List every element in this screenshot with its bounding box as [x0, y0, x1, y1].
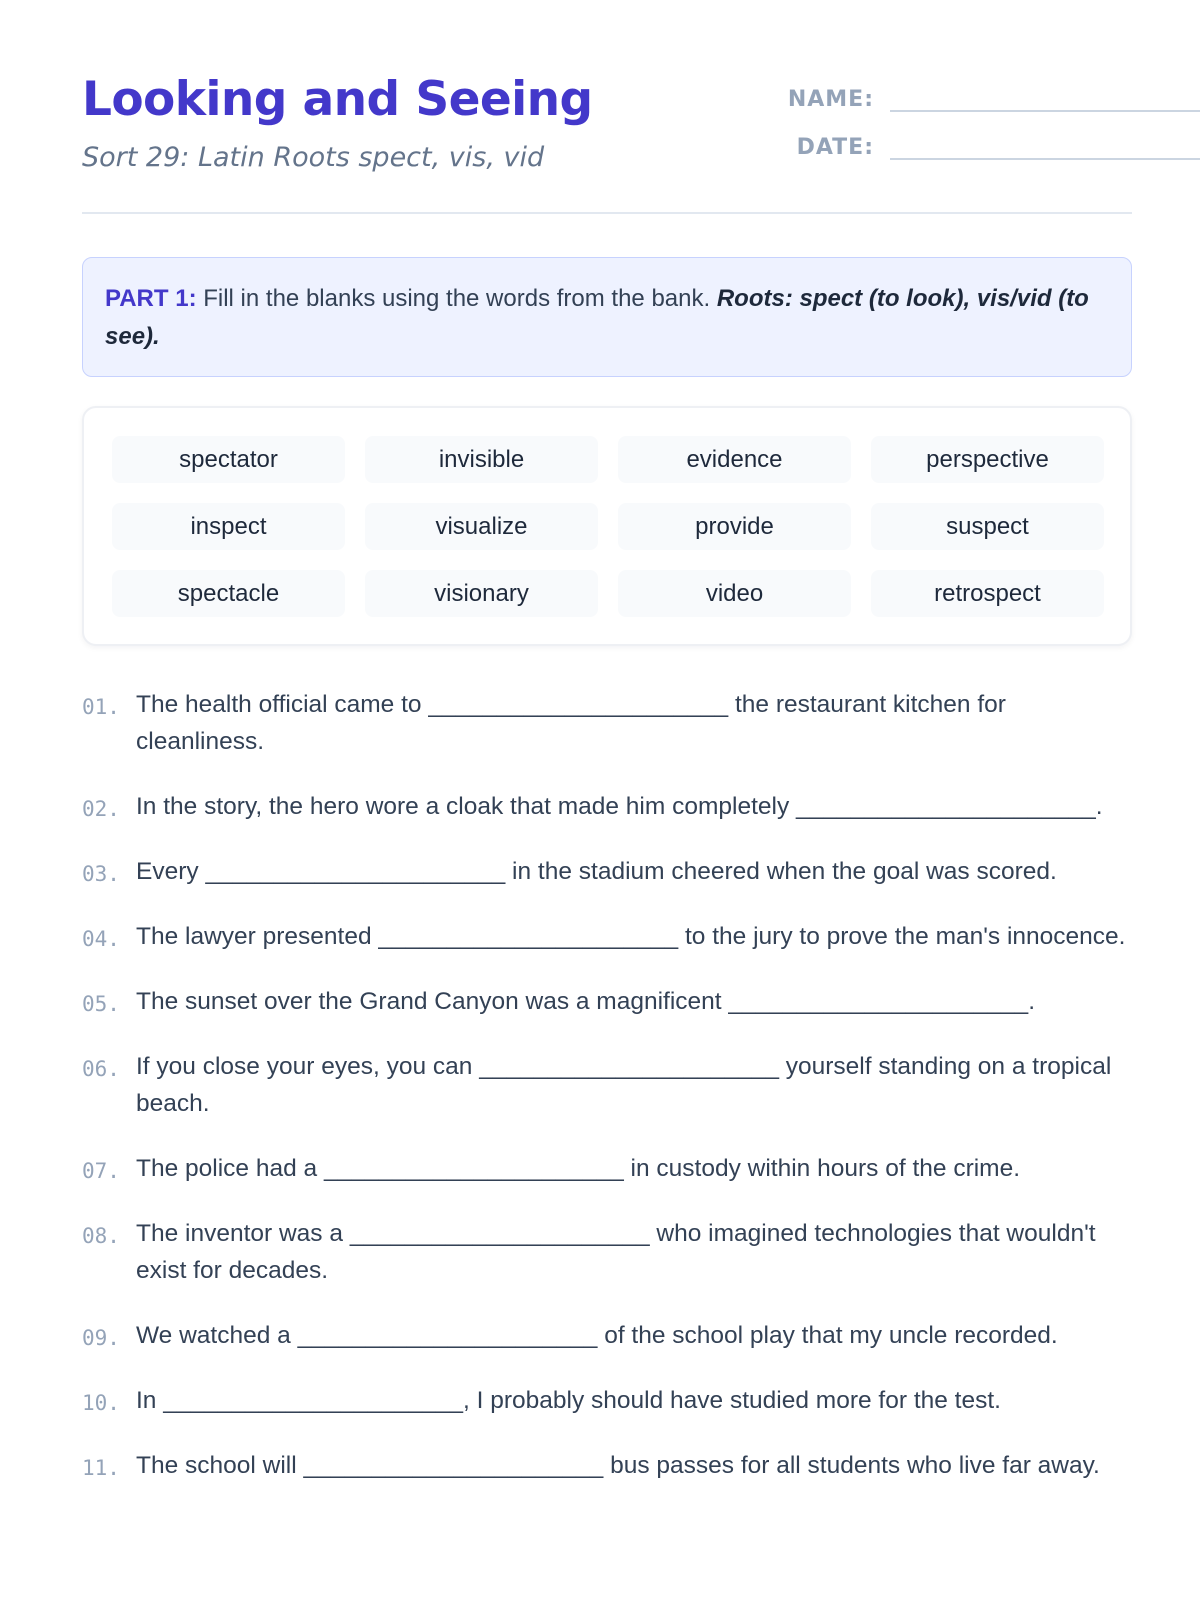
question-item: [82, 1447, 1132, 1484]
word-chip: inspect: [112, 503, 345, 550]
question-item: [82, 1382, 1132, 1419]
question-text-before: In the story, the hero wore a cloak that made him completely: [136, 793, 797, 820]
question-number: 04.: [82, 927, 120, 951]
instructions-text: Fill in the blanks using the words from the bank.: [203, 285, 711, 312]
roots-note: Roots: spect (to look), vis/vid (to see).: [105, 285, 1089, 350]
answer-blank[interactable]: ______________________: [728, 988, 1029, 1015]
word-chip: video: [618, 570, 851, 617]
answer-blank[interactable]: ______________________: [297, 1322, 598, 1349]
answer-blank[interactable]: ______________________: [349, 1220, 650, 1247]
question-text-before: The health official came to: [136, 691, 429, 718]
header-divider: [82, 212, 1132, 214]
question-item: [82, 1048, 1132, 1122]
question-text-after: .: [1095, 793, 1103, 820]
question-number: 02.: [82, 797, 120, 821]
question-text-before: In: [136, 1387, 164, 1414]
name-field: [688, 84, 1200, 124]
question-item: [82, 983, 1132, 1020]
question-number: 09.: [82, 1326, 120, 1350]
question-number: 03.: [82, 862, 120, 886]
word-chip: retrospect: [871, 570, 1104, 617]
question-text-before: The police had a: [136, 1155, 324, 1182]
question-text-before: If you close your eyes, you can: [136, 1053, 480, 1080]
word-chip: invisible: [365, 436, 598, 483]
question-number: 11.: [82, 1456, 120, 1480]
question-text-before: The sunset over the Grand Canyon was a magnificent: [136, 988, 729, 1015]
question-item: [82, 1215, 1132, 1289]
question-list: [82, 686, 1132, 1512]
date-field: [688, 132, 1200, 172]
page-subtitle: Sort 29: Latin Roots spect, vis, vid: [82, 142, 545, 173]
question-text-after: yourself standing on a tropical beach.: [136, 1053, 1112, 1117]
answer-blank[interactable]: ______________________: [428, 691, 729, 718]
question-item: [82, 918, 1132, 955]
worksheet-header: [82, 72, 1132, 212]
question-text-after: to the jury to prove the man's innocence.: [678, 923, 1126, 950]
question-text-after: who imagined technologies that wouldn't exist for decades.: [136, 1220, 1096, 1284]
instructions-box: [82, 257, 1132, 377]
question-text-after: , I probably should have studied more for the test.: [463, 1387, 1001, 1414]
word-chip: suspect: [871, 503, 1104, 550]
word-chip: visualize: [365, 503, 598, 550]
question-number: 01.: [82, 695, 120, 719]
word-bank: [82, 406, 1132, 646]
word-chip: evidence: [618, 436, 851, 483]
word-chip: visionary: [365, 570, 598, 617]
word-bank-grid: [112, 436, 1106, 617]
date-label: DATE:: [796, 135, 874, 160]
date-line[interactable]: [890, 158, 1200, 160]
question-text-before: The school will: [136, 1452, 304, 1479]
word-chip: perspective: [871, 436, 1104, 483]
question-number: 06.: [82, 1057, 120, 1081]
answer-blank[interactable]: ______________________: [303, 1452, 604, 1479]
word-chip: spectacle: [112, 570, 345, 617]
answer-blank[interactable]: ______________________: [378, 923, 679, 950]
answer-blank[interactable]: ______________________: [323, 1155, 624, 1182]
question-text-after: the restaurant kitchen for cleanliness.: [136, 691, 1006, 755]
question-number: 07.: [82, 1159, 120, 1183]
question-text-after: in custody within hours of the crime.: [623, 1155, 1021, 1182]
answer-blank[interactable]: ______________________: [205, 858, 506, 885]
question-item: [82, 1317, 1132, 1354]
question-item: [82, 853, 1132, 890]
question-number: 08.: [82, 1224, 120, 1248]
answer-blank[interactable]: ______________________: [796, 793, 1096, 820]
name-line[interactable]: [890, 110, 1200, 112]
part-label: PART 1:: [105, 285, 197, 312]
answer-blank[interactable]: ______________________: [479, 1053, 779, 1080]
question-text-before: We watched a: [136, 1322, 298, 1349]
word-chip: spectator: [112, 436, 345, 483]
question-text-after: of the school play that my uncle recorded.: [597, 1322, 1058, 1349]
question-text-after: .: [1028, 988, 1035, 1015]
answer-blank[interactable]: ______________________: [163, 1387, 464, 1414]
question-item: [82, 686, 1132, 760]
question-item: [82, 1150, 1132, 1187]
page-title: Looking and Seeing: [82, 72, 593, 127]
question-item: [82, 788, 1132, 825]
question-number: 05.: [82, 992, 120, 1016]
question-text-after: bus passes for all students who live far away.: [603, 1452, 1100, 1479]
question-text-before: Every: [136, 858, 206, 885]
question-number: 10.: [82, 1391, 120, 1415]
question-text-before: The inventor was a: [136, 1220, 350, 1247]
question-text-before: The lawyer presented: [136, 923, 379, 950]
name-label: NAME:: [787, 87, 874, 112]
word-chip: provide: [618, 503, 851, 550]
question-text-after: in the stadium cheered when the goal was scored.: [505, 858, 1057, 885]
